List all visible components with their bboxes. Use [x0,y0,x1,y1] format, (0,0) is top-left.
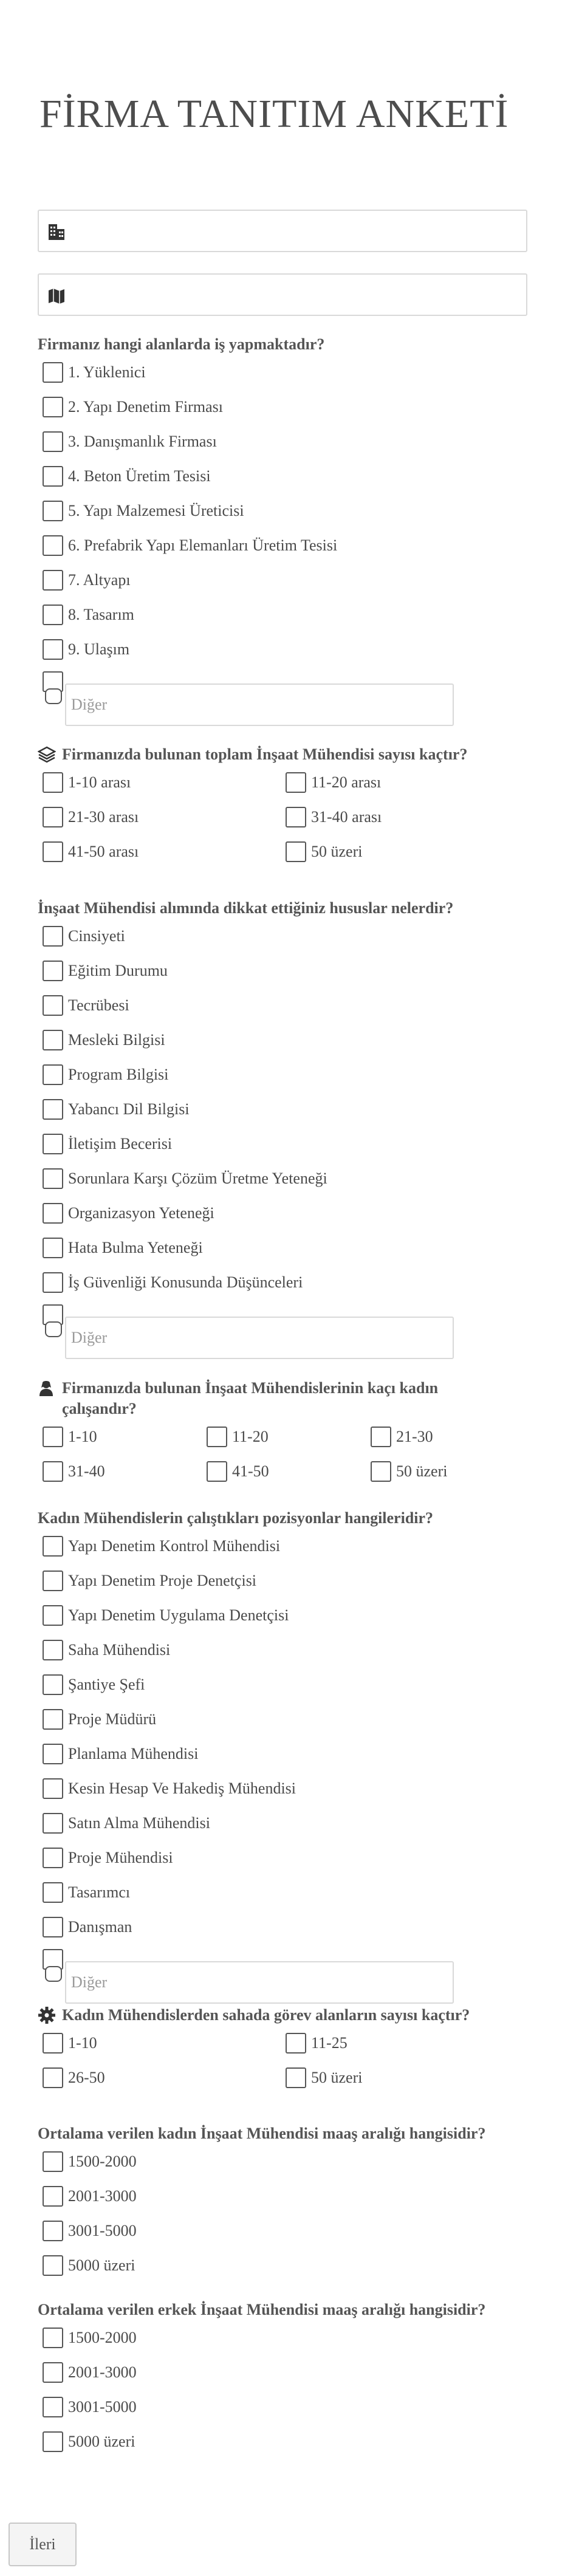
other-radio-overlay [45,1966,62,1982]
other-input[interactable]: Diğer [65,683,454,726]
checkbox[interactable] [43,1030,63,1050]
option-item[interactable]: Proje Müdürü [38,1702,542,1736]
option-item[interactable]: 1. Yüklenici [38,355,542,389]
other-option [38,1944,542,1999]
options-list [38,2144,542,2283]
checkbox[interactable] [43,2067,63,2088]
option-item[interactable]: Satın Alma Mühendisi [38,1806,542,1840]
question-label: Kadın Mühendislerin çalıştıkları pozisyonlar hangileridir? [38,1509,434,1527]
checkbox[interactable] [43,1640,63,1660]
question-header [38,1378,542,1419]
checkbox[interactable] [43,1238,63,1258]
checkbox[interactable] [43,2431,63,2452]
option-item[interactable]: 2001-3000 [38,2179,542,2213]
option-item[interactable]: 2001-3000 [38,2355,542,2389]
option-item[interactable]: 11-25 [281,2026,524,2060]
checkbox[interactable] [43,807,63,827]
checkbox[interactable] [43,1099,63,1120]
checkbox[interactable] [43,1536,63,1557]
checkbox[interactable] [43,2397,63,2417]
options-list [38,919,542,1300]
option-item[interactable]: 4. Beton Üretim Tesisi [38,459,542,493]
option-item[interactable]: 21-30 arası [38,800,281,834]
option-item[interactable]: İş Güvenliği Konusunda Düşünceleri [38,1265,542,1300]
checkbox[interactable] [371,1461,391,1482]
question-business-areas [38,334,542,721]
checkbox[interactable] [43,1064,63,1085]
checkbox[interactable] [43,995,63,1016]
other-radio-overlay [45,688,62,704]
question-label: Ortalama verilen kadın İnşaat Mühendisi maaş aralığı hangisidir? [38,2125,486,2142]
company-location-input[interactable] [38,273,527,316]
checkbox[interactable] [43,772,63,793]
checkbox[interactable] [43,570,63,591]
question-label: Firmanız hangi alanlarda iş yapmaktadır? [38,335,325,353]
checkbox[interactable] [43,2186,63,2207]
option-item[interactable]: Kesin Hesap Ve Hakediş Mühendisi [38,1771,542,1806]
option-item[interactable]: 1-10 [38,2026,281,2060]
option-item[interactable]: 1-10 arası [38,765,281,800]
form-title: FİRMA TANITIM ANKETİ [39,92,509,136]
options-grid [38,1419,542,1488]
checkbox[interactable] [43,2151,63,2172]
question-label-line2: çalışandır? [62,1400,137,1417]
checkbox[interactable] [43,1571,63,1591]
checkbox[interactable] [286,772,306,793]
option-item[interactable]: Danışman [38,1910,542,1944]
option-item[interactable]: Sorunlara Karşı Çözüm Üretme Yeteneği [38,1161,542,1196]
checkbox[interactable] [43,501,63,521]
checkbox[interactable] [286,841,306,862]
other-input[interactable]: Diğer [65,1317,454,1359]
checkbox[interactable] [43,1461,63,1482]
option-item[interactable]: 2. Yapı Denetim Firması [38,389,542,424]
checkbox[interactable] [43,1272,63,1293]
female-user-icon [38,1379,56,1397]
other-input[interactable]: Diğer [65,1961,454,2004]
option-item[interactable]: 41-50 arası [38,834,281,869]
options-list [38,355,542,666]
option-item[interactable]: 21-30 [366,1419,530,1454]
option-item[interactable]: 50 üzeri [281,834,524,869]
option-item[interactable]: 5000 üzeri [38,2424,542,2459]
checkbox[interactable] [43,1427,63,1447]
checkbox[interactable] [43,1168,63,1189]
question-female-engineers [38,1378,542,1488]
option-item[interactable]: 1500-2000 [38,2320,542,2355]
gear-icon [38,2006,56,2024]
option-item[interactable]: Hata Bulma Yeteneği [38,1230,542,1265]
question-label-line1: Firmanızda bulunan İnşaat Mühendislerinin kaçı kadın [62,1379,439,1397]
option-item[interactable]: 50 üzeri [366,1454,530,1488]
checkbox[interactable] [43,535,63,556]
option-item[interactable]: 11-20 arası [281,765,524,800]
question-label: Kadın Mühendislerden sahada görev alanların sayısı kaçtır? [62,2006,470,2024]
option-item[interactable]: 41-50 [202,1454,366,1488]
checkbox[interactable] [43,841,63,862]
checkbox[interactable] [43,1882,63,1903]
option-item[interactable]: İletişim Becerisi [38,1126,542,1161]
checkbox[interactable] [43,639,63,660]
checkbox[interactable] [43,362,63,383]
question-female-salary [38,2123,542,2283]
question-male-salary [38,2300,542,2459]
checkbox[interactable] [43,961,63,981]
checkbox[interactable] [371,1427,391,1447]
other-option [38,1300,542,1354]
option-item[interactable]: 9. Ulaşım [38,632,542,666]
other-option [38,666,542,721]
option-item[interactable]: Organizasyon Yeteneği [38,1196,542,1230]
option-item[interactable]: Tasarımcı [38,1875,542,1910]
question-header [38,2005,542,2026]
option-item[interactable]: 1-10 [38,1419,202,1454]
option-item[interactable]: Yabancı Dil Bilgisi [38,1092,542,1126]
checkbox[interactable] [43,466,63,487]
checkbox[interactable] [43,1134,63,1154]
checkbox[interactable] [286,807,306,827]
option-item[interactable]: 3. Danışmanlık Firması [38,424,542,459]
checkbox[interactable] [43,431,63,452]
checkbox[interactable] [207,1427,227,1447]
option-item[interactable]: Cinsiyeti [38,919,542,953]
option-item[interactable]: 31-40 arası [281,800,524,834]
other-radio-overlay [45,1321,62,1337]
option-item[interactable]: Mesleki Bilgisi [38,1023,542,1057]
checkbox[interactable] [43,1813,63,1834]
option-item[interactable]: 8. Tasarım [38,597,542,632]
checkbox[interactable] [43,1674,63,1695]
checkbox[interactable] [43,1848,63,1868]
option-item[interactable]: Program Bilgisi [38,1057,542,1092]
option-item[interactable]: Saha Mühendisi [38,1632,542,1667]
options-list [38,2320,542,2459]
layers-icon [38,745,56,764]
checkbox[interactable] [43,926,63,947]
question-label: Ortalama verilen erkek İnşaat Mühendisi maaş aralığı hangisidir? [38,2301,486,2318]
options-grid [38,765,542,869]
checkbox[interactable] [43,1917,63,1937]
building-icon [47,223,66,241]
checkbox[interactable] [43,1778,63,1799]
option-item[interactable]: Yapı Denetim Kontrol Mühendisi [38,1529,542,1563]
checkbox[interactable] [43,2033,63,2054]
checkbox[interactable] [286,2033,306,2054]
company-name-input[interactable] [38,210,527,252]
checkbox[interactable] [286,2067,306,2088]
question-header [38,744,542,765]
checkbox[interactable] [43,2328,63,2348]
option-item[interactable]: 5000 üzeri [38,2248,542,2283]
checkbox[interactable] [207,1461,227,1482]
option-item[interactable]: Yapı Denetim Proje Denetçisi [38,1563,542,1598]
checkbox[interactable] [43,1744,63,1764]
option-item[interactable]: 3001-5000 [38,2389,542,2424]
option-item[interactable]: 5. Yapı Malzemesi Üreticisi [38,493,542,528]
option-item[interactable]: Tecrübesi [38,988,542,1023]
option-item[interactable]: 50 üzeri [281,2060,524,2095]
question-female-positions [38,1508,542,1999]
checkbox[interactable] [43,397,63,417]
checkbox[interactable] [43,1605,63,1626]
checkbox[interactable] [43,2362,63,2383]
question-hiring-criteria [38,898,542,1354]
checkbox[interactable] [43,1203,63,1224]
question-label: Firmanızda bulunan toplam İnşaat Mühendisi sayısı kaçtır? [62,745,468,763]
option-item[interactable]: 31-40 [38,1454,202,1488]
option-item[interactable]: 1500-2000 [38,2144,542,2179]
option-item[interactable]: 26-50 [38,2060,281,2095]
option-item[interactable]: 11-20 [202,1419,366,1454]
checkbox[interactable] [43,2255,63,2276]
map-icon [47,287,66,305]
checkbox[interactable] [43,605,63,625]
option-item[interactable]: Proje Mühendisi [38,1840,542,1875]
checkbox[interactable] [43,2221,63,2241]
options-grid [38,2026,542,2095]
option-item[interactable]: Şantiye Şefi [38,1667,542,1702]
option-item[interactable]: 7. Altyapı [38,563,542,597]
checkbox[interactable] [43,1709,63,1730]
option-item[interactable]: 6. Prefabrik Yapı Elemanları Üretim Tesisi [38,528,542,563]
option-item[interactable]: Planlama Mühendisi [38,1736,542,1771]
options-list [38,1529,542,1944]
option-item[interactable]: Eğitim Durumu [38,953,542,988]
question-label: İnşaat Mühendisi alımında dikkat ettiğiniz hususlar nelerdir? [38,899,454,917]
next-button[interactable]: İleri [9,2523,77,2566]
question-total-engineers [38,744,542,869]
option-item[interactable]: Yapı Denetim Uygulama Denetçisi [38,1598,542,1632]
option-item[interactable]: 3001-5000 [38,2213,542,2248]
question-field-female-engineers [38,2005,542,2095]
